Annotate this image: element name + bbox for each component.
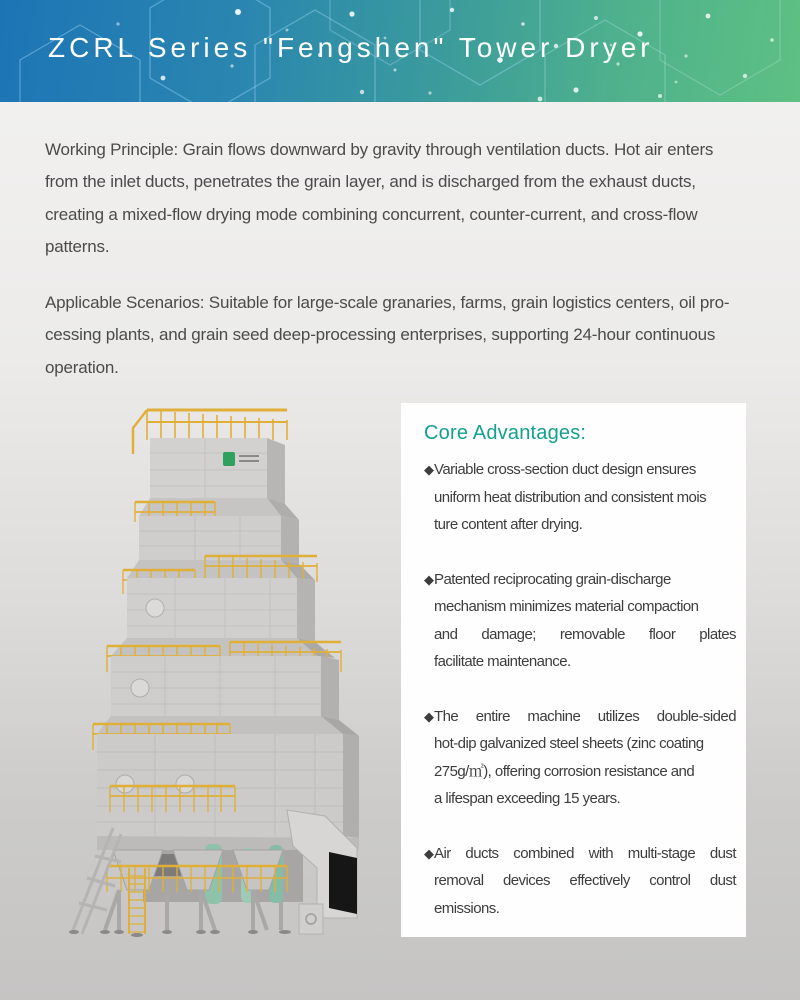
advantage-item-4 (424, 840, 736, 923)
working-principle-paragraph (45, 134, 713, 264)
advantage-text (434, 703, 736, 813)
text-line: from the inlet ducts, penetrates the grain layer, and is discharged from the exhaust ducts, (45, 172, 696, 192)
page-title: ZCRL Series "Fengshen" Tower Dryer (48, 32, 654, 63)
tower-dryer-image (55, 398, 385, 943)
advantage-text (434, 840, 736, 923)
diamond-bullet-icon: ◆ (424, 571, 434, 587)
text-line: operation. (45, 357, 119, 377)
feet (69, 930, 291, 937)
text-line: Patented reciprocating grain-discharge (434, 570, 671, 588)
text-line: Variable cross-section duct design ensures (434, 461, 696, 478)
diamond-bullet-icon: ◆ (424, 462, 434, 477)
text-line: Air ducts combined with multi-stage dust (434, 844, 736, 862)
text-line: emissions. (434, 899, 500, 917)
text-line: mechanism minimizes material compaction (434, 598, 699, 615)
text-line: facilitate maintenance. (434, 653, 571, 670)
text-line: and damage; removable floor plates (434, 625, 736, 643)
text-line: uniform heat distribution and consistent mois (434, 488, 707, 506)
tier-3 (127, 578, 315, 642)
text-line: cessing plants, and grain seed deep-processing enterprises, supporting 24-hour continuous (45, 325, 716, 345)
advantage-text (434, 566, 736, 676)
text-line: The entire machine utilizes double-sided (434, 707, 736, 725)
advantage-text (434, 456, 736, 539)
advantage-item-3 (424, 703, 736, 813)
diamond-bullet-icon: ◆ (424, 708, 434, 724)
applicable-scenarios-paragraph (45, 287, 729, 384)
advantage-item-2 (424, 566, 736, 676)
text-line: a lifespan exceeding 15 years. (434, 790, 621, 807)
text-line: Applicable Scenarios: Suitable for large-scale granaries, farms, grain logistics centers, oil pro- (45, 293, 730, 312)
text-line: 275g/㎡), offering corrosion resistance and (434, 762, 695, 780)
diamond-bullet-icon: ◆ (424, 845, 434, 861)
text-line: Working Principle: Grain flows downward by gravity through ventilation ducts. Hot air enters (45, 140, 714, 159)
core-advantages-panel (401, 403, 746, 937)
tier-1 (150, 438, 285, 504)
header-banner (0, 0, 800, 102)
text-line: removal devices effectively control dust (434, 872, 736, 889)
panel-title: Core Advantages: (424, 422, 587, 444)
text-line: ture content after drying. (434, 516, 583, 533)
advantage-item-1 (424, 456, 736, 539)
tier-4 (111, 656, 339, 720)
text-line: hot-dip galvanized steel sheets (zinc coating (434, 735, 704, 752)
text-line: creating a mixed-flow drying mode combining concurrent, counter-current, and cross-flow (45, 204, 698, 224)
text-line: patterns. (45, 237, 110, 257)
